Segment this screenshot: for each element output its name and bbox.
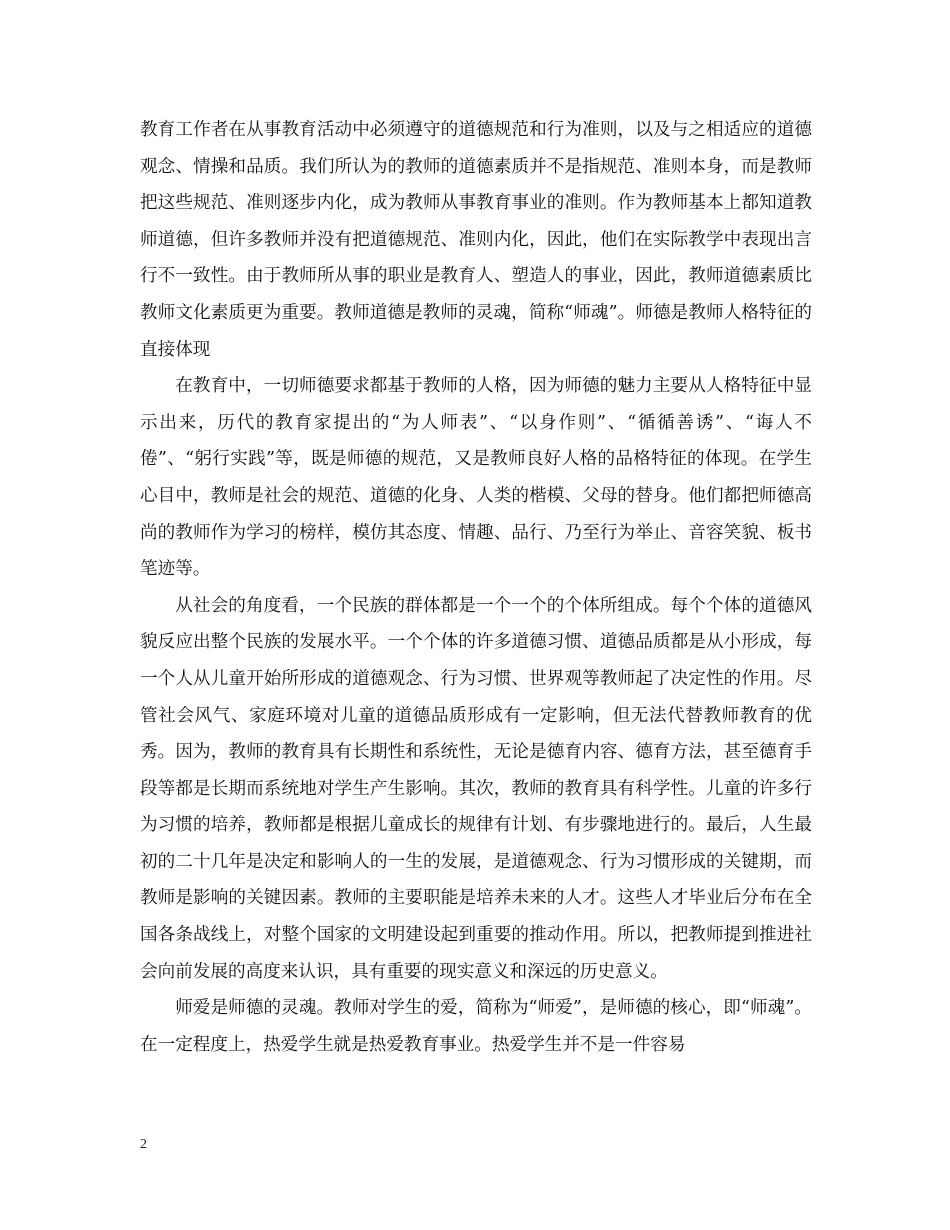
paragraph: 师爱是师德的灵魂。教师对学生的爱，简称为“师爱”，是师德的核心，即“师魂”。在一定程度上，热爱学生就是热爱教育事业。热爱学生并不是一件容易 [140,998,812,1055]
page-number: 2 [140,1137,147,1152]
paragraph: 教育工作者在从事教育活动中必须遵守的道德规范和行为准则，以及与之相适应的道德观念、情操和品质。我们所认为的教师的道德素质并不是指规范、准则本身，而是教师把这些规范、准则逐步内化，成为教师从事教育事业的准则。作为教师基本上都知道教师道德，但许多教师并没有把道德规范、准则内化，因此，他们在实际教学中表现出言行不一致性。由于教师所从事的职业是教育人、塑造人的事业，因此，教师道德素质比教师文化素质更为重要。教师道德是教师的灵魂，简称“师魂”。师德是教师人格特征的直接体现 [140,120,812,360]
paragraph: 从社会的角度看，一个民族的群体都是一个一个的个体所组成。每个个体的道德风貌反应出整个民族的发展水平。一个个体的许多道德习惯、道德品质都是从小形成，每一个人从儿童开始所形成的道德观念、行为习惯、世界观等教师起了决定性的作用。尽管社会风气、家庭环境对儿童的道德品质形成有一定影响，但无法代替教师教育的优秀。因为，教师的教育具有长期性和系统性，无论是德育内容、德育方法，甚至德育手段等都是长期而系统地对学生产生影响。其次，教师的教育具有科学性。儿童的许多行为习惯的培养，教师都是根据儿童成长的规律有计划、有步骤地进行的。最后，人生最初的二十几年是决定和影响人的一生的发展，是道德观念、行为习惯形成的关键期，而教师是影响的关键因素。教师的主要职能是培养未来的人才。这些人才毕业后分布在全国各条战线上，对整个国家的文明建设起到重要的推动作用。所以，把教师提到推进社会向前发展的高度来认识，具有重要的现实意义和深远的历史意义。 [140,595,812,982]
paragraph: 在教育中，一切师德要求都基于教师的人格，因为师德的魅力主要从人格特征中显示出来，历代的教育家提出的“为人师表”、“以身作则”、“循循善诱”、“诲人不倦”、“躬行实践”等，既是师德的规范，又是教师良好人格的品格特征的体现。在学生心目中，教师是社会的规范、道德的化身、人类的楷模、父母的替身。他们都把师德高尚的教师作为学习的榜样，模仿其态度、情趣、品行、乃至行为举止、音容笑貌、板书笔迹等。 [140,376,812,580]
document-body [140,112,812,1063]
